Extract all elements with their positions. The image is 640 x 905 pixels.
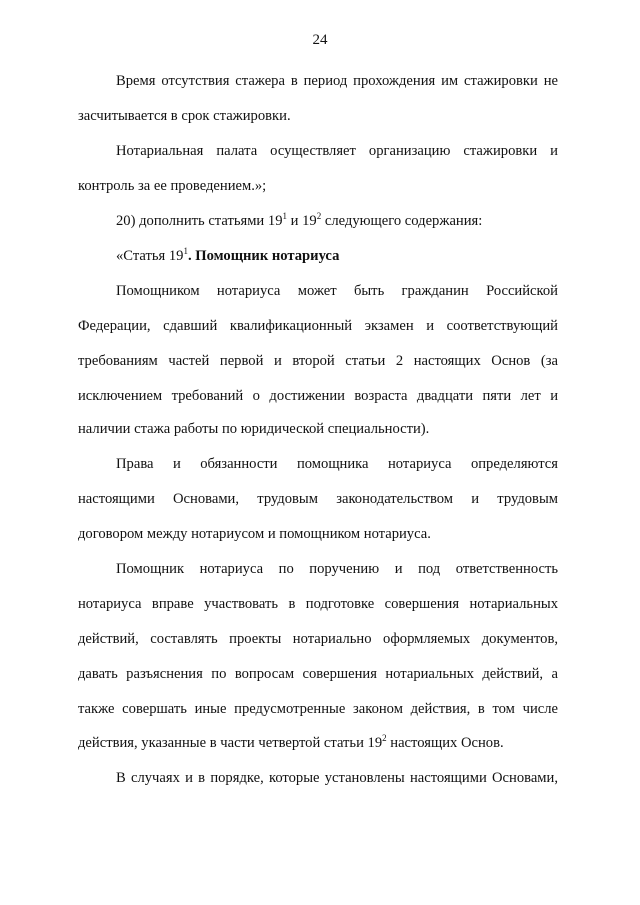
text-line: Помощник нотариуса по поручению и под ответственность [116,561,558,577]
text-line: договором между нотариусом и помощником нотариуса. [78,526,431,542]
text-line: нотариуса вправе участвовать в подготовке совершения нотариальных [78,596,558,612]
text-line: контроль за ее проведением.»; [78,178,267,194]
text-line: Нотариальная палата осуществляет организацию стажировки и [116,143,558,159]
text-line: также совершать иные предусмотренные законом действия, в том числе [78,701,558,717]
text-line: давать разъяснения по вопросам совершения нотариальных действий, а [78,666,558,682]
text-line: В случаях и в порядке, которые установлены настоящими Основами, [116,770,558,786]
text-line: настоящими Основами, трудовым законодательством и трудовым [78,491,558,507]
page-number: 24 [312,32,328,48]
text-line: действий, составлять проекты нотариально оформляемых документов, [78,631,558,647]
article-heading: «Статья $19^1$. Помощник нотариуса [116,246,340,264]
text-line: засчитывается в срок стажировки. [78,108,291,124]
text-line: требованиям частей первой и второй статьи 2 настоящих Основ (за [78,353,558,369]
text-line: Помощником нотариуса может быть гражданин Российской [116,283,558,299]
text-line: исключением требований о достижении возраста двадцати пяти лет и [78,388,558,404]
text-line: действия, указанные в части четвертой статьи $19^2$ настоящих Основ. [78,733,504,751]
text-line: Права и обязанности помощника нотариуса определяются [116,456,558,472]
text-line: наличии стажа работы по юридической специальности). [78,421,430,437]
text-line: Время отсутствия стажера в период прохождения им стажировки не [116,73,558,89]
text-line: 20) дополнить статьями $19^1$ и $19^2$ следующего содержания: [116,211,483,229]
text-line: Федерации, сдавший квалификационный экзамен и соответствующий [78,318,558,334]
